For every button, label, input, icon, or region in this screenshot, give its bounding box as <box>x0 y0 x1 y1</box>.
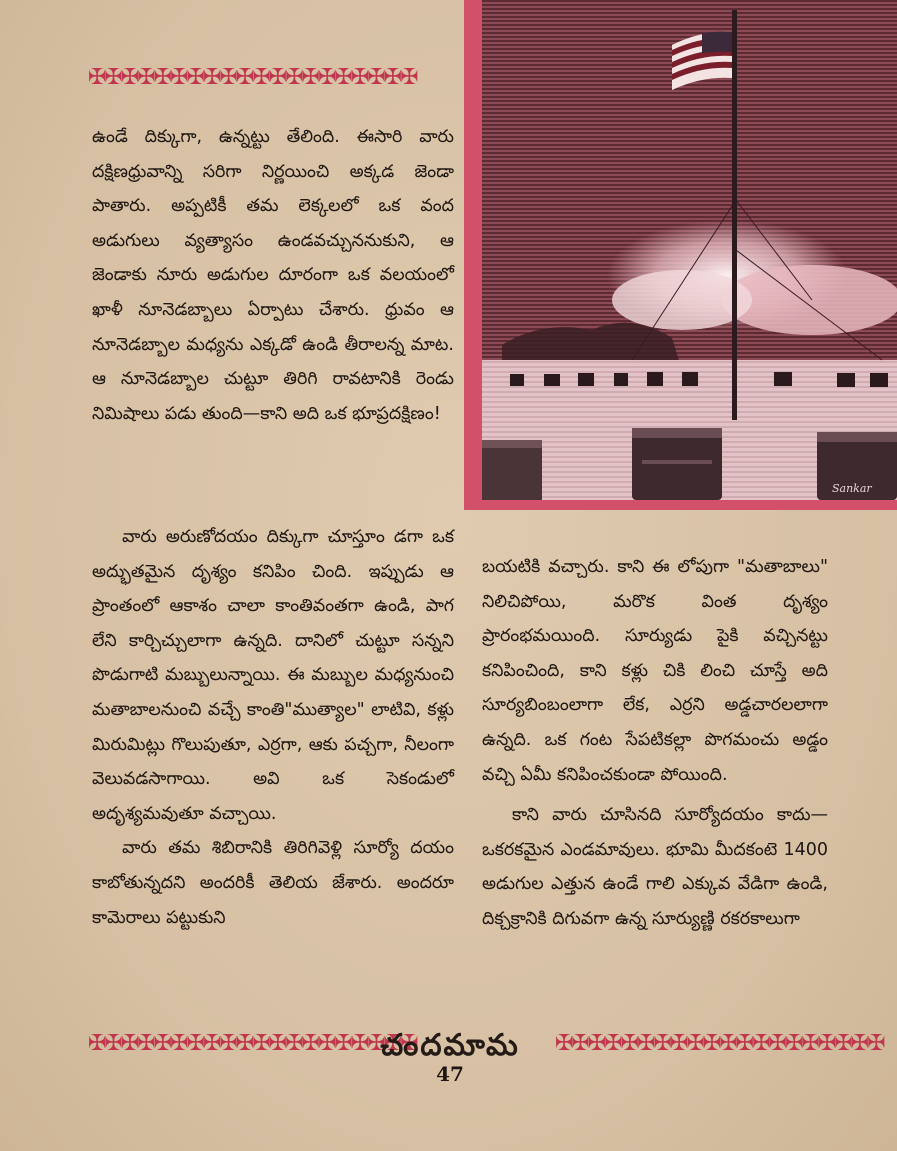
bottom-right-border <box>555 1030 884 1056</box>
paragraph-2: వారు అరుణోదయం దిక్కుగా చూస్తూం డగా ఒక అద్భుతమైన దృశ్యం కనిపిం చింది. ఇప్పుడు ఆ ప్రాంతంలో ఆకాశం చాలా కాంతివంతగా ఉండి, పాగ లేని కార్చిచ్చులాగా ఉన్నది. దానిలో చుట్టూ సన్నని పొడుగాటి మబ్బులున్నాయి. ఈ మబ్బుల మధ్యనుంచి మతాబాలనుంచి వచ్చే కాంతి"ముత్యాల" లాటివి, కళ్లు మిరుమిట్లు గొలుపుతూ, ఎర్రగా, ఆకు పచ్చగా, నీలంగా వెలువడసాగాయి. అవి ఒక సెకండులో అదృశ్యమవుతూ వచ్చాయి. <box>92 527 454 824</box>
magazine-title: చందమామ <box>380 1028 520 1063</box>
bottom-left-border <box>88 1030 417 1056</box>
paragraph-1: ఉండే దిక్కుగా, ఉన్నట్టు తేలింది. ఈసారి వారు దక్షిణధ్రువాన్ని సరిగా నిర్ణయించి అక్కడ జెండా పాతారు. అప్పటికీ తమ లెక్కలలో ఒక వంద అడుగులు వ్యత్యాసం ఉండవచ్చుననుకుని, ఆ జెండాకు నూరు అడుగుల దూరంగా ఒక వలయంలో ఖాళీ నూనెడబ్బాలు ఏర్పాటు చేశారు. ధ్రువం ఆ నూనెడబ్బాల మధ్యను ఎక్కడో ఉండి తీరాలన్న మాట. ఆ నూనెడబ్బాల చుట్టూ తిరిగి రావటానికి రెండు నిమిషాలు పడు తుంది—కాని అది ఒక భూప్రదక్షిణం! <box>92 127 454 424</box>
paragraph-3: వారు తమ శిబిరానికి తిరిగివెళ్లి సూర్యో దయం కాబోతున్నదని అందరికీ తెలియ జేశారు. అందరూ కామెరాలు పట్టుకుని <box>92 838 454 928</box>
page-number: 47 <box>436 1062 464 1086</box>
paragraph-5: కాని వారు చూసినది సూర్యోదయం కాదు—ఒకరకమైన ఎండమావులు. భూమి మీదకంటె 1400 అడుగుల ఎత్తున ఉండే గాలి ఎక్కువ వేడిగా ఉండి, దిక్చక్రానికి దిగువగా ఉన్న సూర్యుణ్ణి రకరకాలుగా <box>482 805 828 929</box>
flag-scene-drawing <box>482 0 897 500</box>
artist-signature: Sankar <box>832 482 872 495</box>
border-motif: ✠✠✠✠✠✠✠✠✠✠✠✠✠✠✠✠✠✠✠✠ <box>88 1030 417 1056</box>
right-column <box>482 550 828 937</box>
left-column-lower <box>92 520 454 935</box>
border-motif: ✠✠✠✠✠✠✠✠✠✠✠✠✠✠✠✠✠✠✠✠ <box>555 1030 884 1056</box>
south-pole-illustration <box>464 0 897 510</box>
top-decorative-border <box>88 64 438 90</box>
left-column-upper <box>92 120 454 431</box>
flag-pole <box>732 10 737 420</box>
paragraph-4: బయటికి వచ్చారు. కాని ఈ లోపుగా "మతాబాలు" నిలిచిపోయి, మరొక వింత దృశ్యం ప్రారంభమయింది. సూర్యుడు పైకి వచ్చినట్టు కనిపించింది, కాని కళ్లు చికి లించి చూస్తే అది సూర్యబింబంలాగా లేక, ఎర్రని అడ్డచారలలాగా ఉన్నది. ఒక గంట సేపటికల్లా పొగమంచు అడ్డం వచ్చి ఏమీ కనిపించకుండా పోయింది. <box>482 557 828 785</box>
border-motif: ✠✠✠✠✠✠✠✠✠✠✠✠✠✠✠✠✠✠✠✠ <box>88 64 417 90</box>
